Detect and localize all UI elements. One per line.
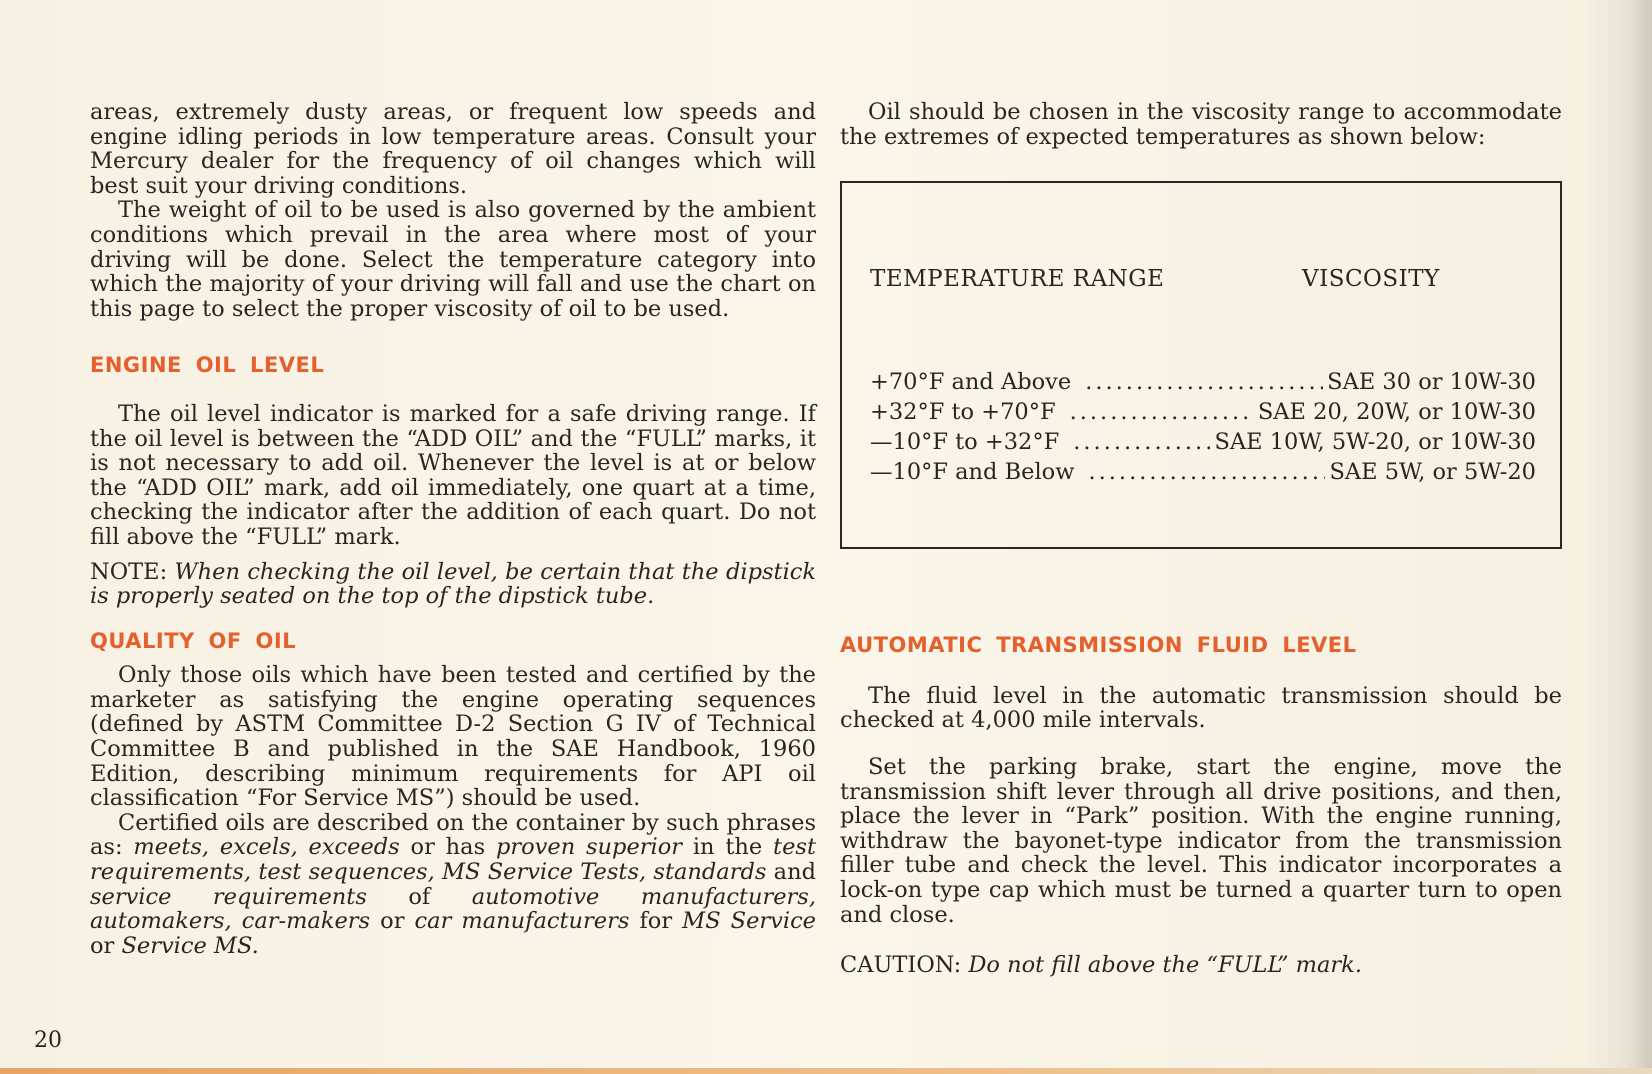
temperature-range: +70°F and Above xyxy=(870,369,1072,396)
text-run: in the xyxy=(682,834,774,861)
oil-weight-paragraph: The weight of oil to be used is also governed by the ambient conditions which prevail in the area where most of your driving will be done. Select the temperature category into which the majority of your driving will fall and use the chart on this page to select the proper viscosity of oil to be used. xyxy=(90,197,816,322)
page-number: 20 xyxy=(34,1028,62,1053)
viscosity-row xyxy=(870,367,1536,397)
italic-run: test requirements, test sequences, MS Service Tests, standards xyxy=(90,834,816,886)
quality-paragraph-2 xyxy=(90,811,816,959)
dot-leader xyxy=(1088,457,1325,487)
text-run: or xyxy=(370,908,415,935)
text-run: or xyxy=(90,932,122,959)
viscosity-value: SAE 20, 20W, or 10W-30 xyxy=(1257,399,1536,426)
italic-run: Service MS. xyxy=(121,932,259,959)
text-run: or has xyxy=(399,834,496,861)
text-run: of xyxy=(366,883,472,910)
dipstick-note xyxy=(90,560,816,609)
dot-leader xyxy=(1070,397,1254,427)
text-run: Certified oils are described on the container by such phrases as: xyxy=(90,809,816,861)
engine-oil-level-heading: ENGINE OIL LEVEL xyxy=(90,353,325,378)
viscosity-value: SAE 5W, or 5W-20 xyxy=(1329,459,1536,486)
oil-change-paragraph: areas, extremely dusty areas, or frequent low speeds and engine idling periods in low temperature areas. Consult your Mercury dealer for the frequency of oil changes which will best suit your driving conditions. xyxy=(90,99,816,199)
caution-label: CAUTION: xyxy=(840,952,962,979)
page-bottom-edge xyxy=(0,1068,1652,1074)
transmission-paragraph-2: Set the parking brake, start the engine, move the transmission shift lever through all drive positions, and then, place the lever in “Park” position. With the engine running, withdraw the bayonet-type indicator from the transmission filler tube and check the level. This indicator incorporates a lock-on type cap which must be turned a quarter turn to open and close. xyxy=(840,753,1562,928)
viscosity-row xyxy=(870,427,1536,457)
transmission-fluid-heading: AUTOMATIC TRANSMISSION FLUID LEVEL xyxy=(840,633,1357,658)
viscosity-header: VISCOSITY xyxy=(1302,266,1440,293)
italic-run: MS Service xyxy=(682,908,816,935)
text-run: for xyxy=(629,908,683,935)
caution-text: Do not fill above the “FULL” mark. xyxy=(968,952,1362,979)
transmission-paragraph-1: The fluid level in the automatic transmission should be checked at 4,000 mile intervals. xyxy=(840,682,1562,734)
quality-of-oil-heading: QUALITY OF OIL xyxy=(90,628,297,653)
italic-run: service requirements xyxy=(90,883,367,910)
temperature-range: —10°F and Below xyxy=(870,459,1075,486)
italic-run: car manufacturers xyxy=(414,908,630,935)
text-run: and xyxy=(766,859,816,886)
temperature-range: +32°F to +70°F xyxy=(870,399,1056,426)
viscosity-row xyxy=(870,397,1536,427)
viscosity-value: SAE 10W, 5W-20, or 10W-30 xyxy=(1214,429,1536,456)
temperature-range: —10°F to +32°F xyxy=(870,429,1060,456)
engine-oil-level-paragraph: The oil level indicator is marked for a safe driving range. If the oil level is between the “ADD OIL” and the “FULL” marks, it is not necessary to add oil. Whenever the level is at or below the “ADD OIL” mark, add oil immediately, one quart at a time, checking the indicator after the addition of each quart. Do not fill above the “FULL” mark. xyxy=(90,400,816,550)
italic-run: meets, excels, exceeds xyxy=(133,834,400,861)
quality-paragraph-1: Only those oils which have been tested and certified by the marketer as satisfying the engine operating sequences (defined by ASTM Committee D-2 Section G IV of Technical Committee B and published in the SAE Handbook, 1960 Edition, describing minimum requirements for API oil classification “For Service MS”) should be used. xyxy=(90,662,816,812)
viscosity-chart xyxy=(840,181,1562,549)
viscosity-intro-paragraph: Oil should be chosen in the viscosity range to accommodate the extremes of expected temperatures as shown below: xyxy=(840,99,1562,150)
note-text: When checking the oil level, be certain that the dipstick is properly seated on the top of the dipstick tube. xyxy=(90,558,817,610)
viscosity-row xyxy=(870,457,1536,487)
italic-run: proven superior xyxy=(495,834,683,861)
caution-note xyxy=(840,953,1562,978)
italic-run: automotive manufacturers, automakers, car-makers xyxy=(90,883,816,935)
viscosity-value: SAE 30 or 10W-30 xyxy=(1327,369,1536,396)
note-label: NOTE: xyxy=(90,558,168,585)
temperature-range-header: TEMPERATURE RANGE xyxy=(870,266,1165,293)
right-column xyxy=(840,100,1562,978)
dot-leader xyxy=(1073,427,1210,457)
dot-leader xyxy=(1085,367,1323,397)
left-column xyxy=(90,100,816,958)
viscosity-chart-rows xyxy=(870,367,1536,487)
